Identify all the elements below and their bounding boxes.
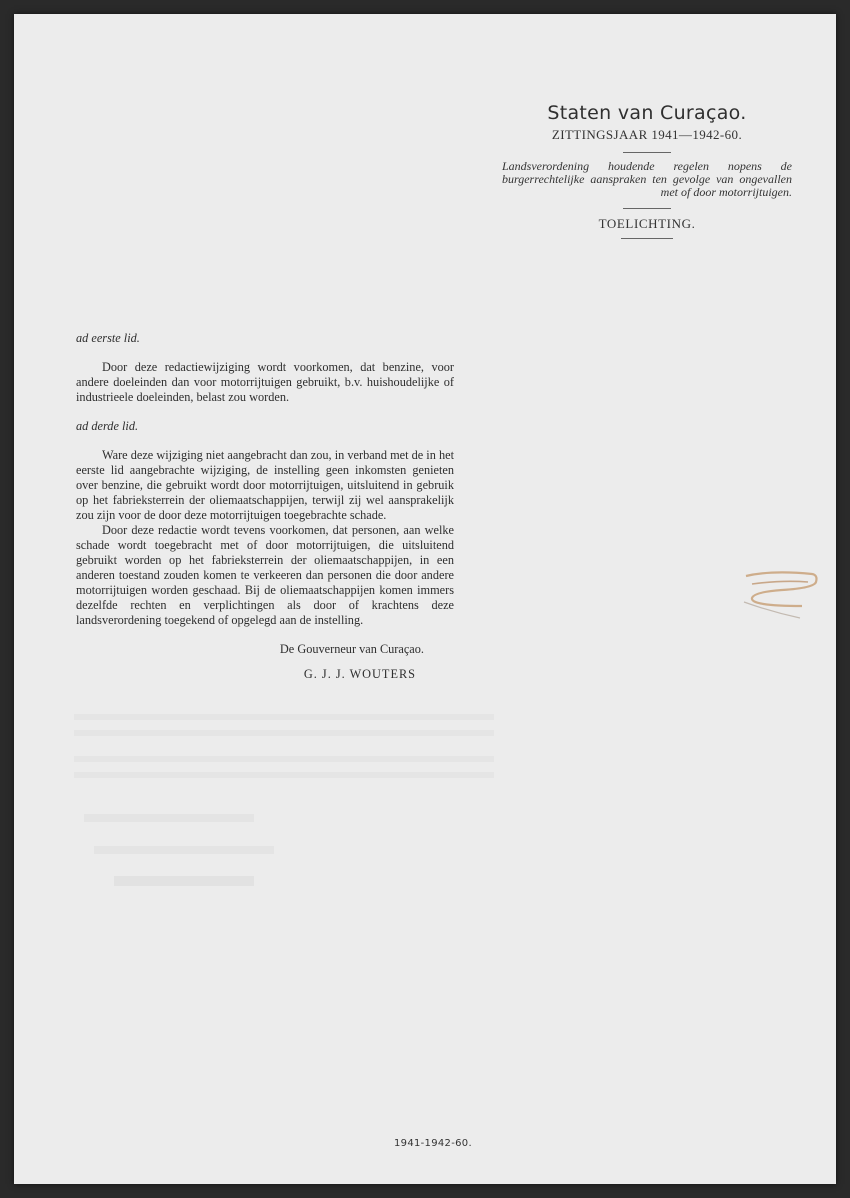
bleed-through-line <box>74 714 494 720</box>
section-text-first-paragraph: Door deze redactiewijziging wordt voorkomen, dat benzine, voor andere doeleinden dan voor motorrijtuigen gebruikt, b.v. huishoudelijke of industrieele doeleinden, belast zou worden. <box>76 360 454 404</box>
header-divider <box>623 152 671 153</box>
bleed-through-line <box>114 876 254 886</box>
section-heading-third-paragraph: ad derde lid. <box>76 419 139 433</box>
parliament-title: Staten van Curaçao. <box>547 102 747 124</box>
explanation-body <box>76 331 454 682</box>
document-page <box>14 14 836 1184</box>
bleed-through-line <box>84 814 254 822</box>
session-number: ZITTINGSJAAR 1941—1942-60. <box>551 127 743 142</box>
document-number-footer: 1941-1942-60. <box>394 1138 472 1149</box>
signatory-name: G. J. J. WOUTERS <box>303 667 416 681</box>
document-type: TOELICHTING. <box>598 216 696 231</box>
bleed-through-line <box>74 730 494 736</box>
ordinance-subject: Landsverordening houdende regelen nopens de burgerrechtelijke aanspraken ten gevolge van ongevallen met of door motorrijtuigen. <box>502 159 792 199</box>
signatory-office: De Gouverneur van Curaçao. <box>279 642 424 656</box>
bleed-through-line <box>74 756 494 762</box>
bleed-through-line <box>74 772 494 778</box>
doc-type-divider <box>621 238 673 239</box>
subject-divider <box>623 208 671 209</box>
bleed-through-line <box>94 846 274 854</box>
section-text-third-paragraph: Ware deze wijziging niet aangebracht dan zou, in verband met de in het eerste lid aangebrachte wijziging, de instelling geen inkomsten genieten over benzine, die gebruikt wordt door motorrijtuigen, uitsluitend in gebruik op het fabrieksterrein der oliemaatschappijen, terwijl zij wel aansprakelijk zou zijn voor de door deze motorrijtuigen toegebrachte schade. <box>76 448 454 522</box>
paperclip-rust-mark <box>742 562 822 622</box>
section-heading-first-paragraph: ad eerste lid. <box>76 331 140 345</box>
document-header <box>502 102 792 239</box>
section-text-third-paragraph-continued: Door deze redactie wordt tevens voorkomen, dat personen, aan welke schade wordt toegebracht met of door motorrijtuigen, die uitsluitend gebruikt worden op het fabrieksterrein der oliemaatschappijen, in een anderen toestand zouden komen te verkeeren dan personen die door andere motorrijtuigen worden geschaad. Bij de oliemaatschappijen komen immers dezelfde rechten en verplichtingen als door of krachtens deze landsverordening toegekend of opgelegd aan de instelling. <box>76 523 454 627</box>
